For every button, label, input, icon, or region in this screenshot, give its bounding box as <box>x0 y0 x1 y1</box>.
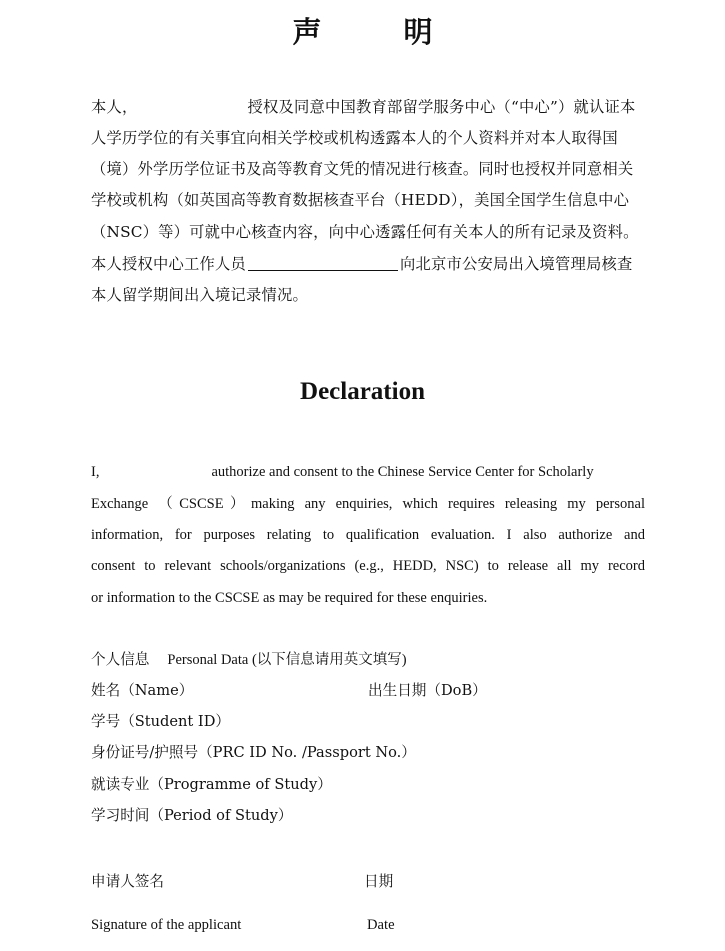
date-label-cn: 日期 <box>364 873 394 890</box>
cn-paragraph-line-4: 学校或机构（如英国高等教育数据核查平台（HEDD），美国全国学生信息中心 <box>91 191 630 209</box>
cn-line-6-text: 向北京市公安局出入境管理局核查 <box>399 255 633 273</box>
cn-paragraph-line-5: （NSC）等）可就中心核查内容，向中心透露任何有关本人的所有记录及资料。 <box>91 223 639 241</box>
en-title: Declaration <box>300 378 425 405</box>
personal-data-heading-cn: 个人信息 <box>91 651 150 668</box>
personal-data-heading <box>91 650 407 670</box>
cn-title: 声 明 <box>292 15 469 49</box>
cn-paragraph-line-1 <box>91 97 635 117</box>
personal-data-heading-en: Personal Data (以下信息请用英文填写) <box>167 652 407 668</box>
en-paragraph-line-1 <box>91 463 645 481</box>
cn-line-1-prefix: 本人， <box>91 98 138 116</box>
en-line-1-prefix: I, <box>91 464 100 480</box>
cn-paragraph-line-3: （境）外学历学位证书及高等教育文凭的情况进行核查。同时也授权并同意相关 <box>91 160 634 178</box>
programme-field-label: 就读专业（Programme of Study） <box>91 776 332 793</box>
signature-label-cn: 申请人签名 <box>91 873 164 890</box>
staff-name-blank[interactable] <box>248 255 398 271</box>
en-paragraph-line-3: information, for purposes relating to qualification evaluation. I also authorize and <box>91 527 645 543</box>
signature-label-en: Signature of the applicant <box>91 917 242 933</box>
cn-paragraph-line-7: 本人留学期间出入境记录情况。 <box>91 286 308 304</box>
id-number-field-label: 身份证号/护照号（PRC ID No. /Passport No.） <box>91 744 416 761</box>
student-id-field-label: 学号（Student ID） <box>91 713 230 730</box>
dob-field-label: 出生日期（DoB） <box>368 682 487 699</box>
en-paragraph-line-4: consent to relevant schools/organizations (e.g., HEDD, NSC) to release all my record <box>91 558 645 574</box>
cn-paragraph-line-2: 人学历学位的有关事宜向相关学校或机构透露本人的个人资料并对本人取得国 <box>91 129 618 147</box>
cn-line-6-prefix: 本人授权中心工作人员 <box>91 255 246 273</box>
cn-paragraph-line-6 <box>91 254 632 274</box>
name-field-label: 姓名（Name） <box>91 682 194 699</box>
en-paragraph-line-2: Exchange （CSCSE）making any enquiries, which requires releasing my personal <box>91 496 645 512</box>
date-label-en: Date <box>367 917 395 933</box>
en-line-1-text: authorize and consent to the Chinese Service Center for Scholarly <box>211 464 594 480</box>
period-field-label: 学习时间（Period of Study） <box>91 807 293 824</box>
en-paragraph-line-5: or information to the CSCSE as may be required for these enquiries. <box>91 590 488 606</box>
cn-line-1-text: 授权及同意中国教育部留学服务中心（“中心”）就认证本 <box>247 98 636 116</box>
